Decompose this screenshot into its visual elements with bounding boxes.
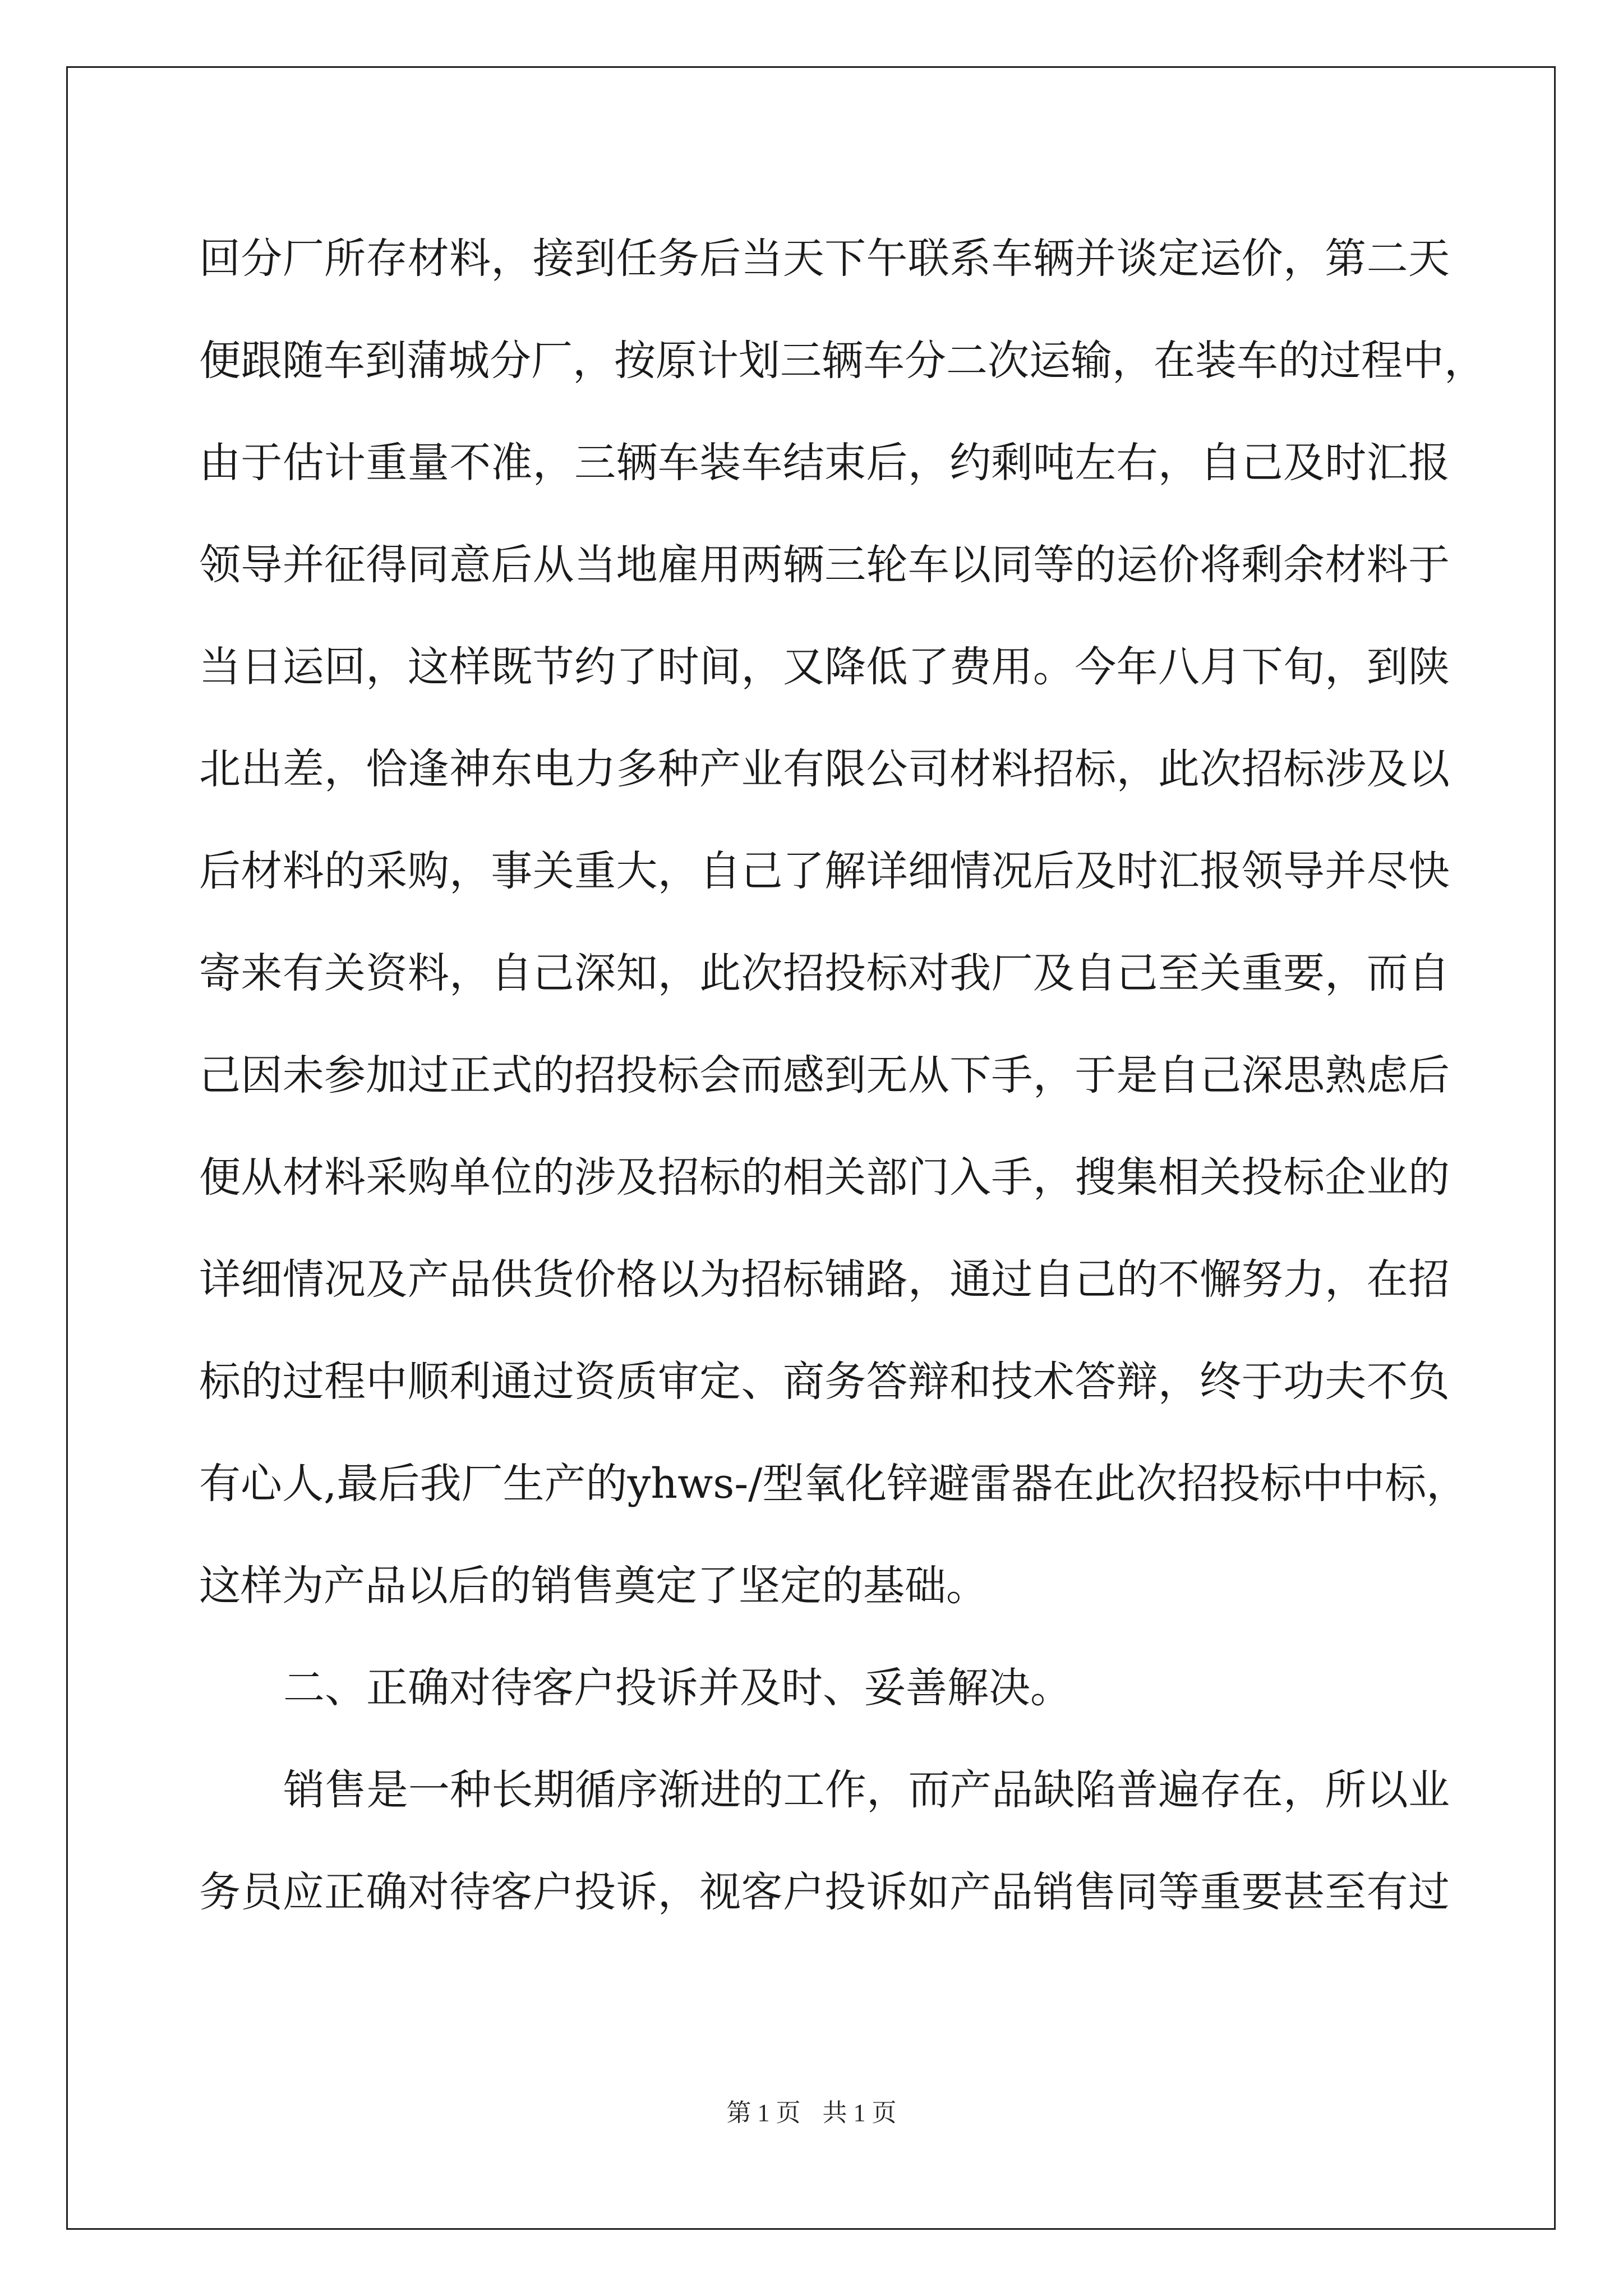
text-line: 后材料的采购，事关重大，自己了解详细情况后及时汇报领导并尽快: [199, 847, 1450, 895]
text-line: 便跟随车到蒲城分厂，按原计划三辆车分二次运输，在装车的过程中，: [199, 337, 1486, 385]
text-line: 详细情况及产品供货价格以为招标铺路，通过自己的不懈努力，在招: [199, 1255, 1450, 1304]
page-footer: [0, 2092, 1623, 2128]
text-line: 由于估计重量不准，三辆车装车结束后，约剩吨左右，自己及时汇报: [199, 439, 1450, 487]
document-body: [199, 208, 1486, 1943]
text-line: 寄来有关资料，自己深知，此次招投标对我厂及自己至关重要，而自: [199, 949, 1450, 997]
text-line: 当日运回，这样既节约了时间，又降低了费用。今年八月下旬，到陕: [199, 643, 1450, 691]
text-line: 务员应正确对待客户投诉，视客户投诉如产品销售同等重要甚至有过: [199, 1868, 1450, 1916]
text-line: 北出差，恰逢神东电力多种产业有限公司材料招标，此次招标涉及以: [199, 745, 1450, 793]
section-heading: 二、正确对待客户投诉并及时、妥善解决。: [283, 1664, 1072, 1712]
text-line: 有心人,最后我厂生产的yhws-/型氧化锌避雷器在此次招投标中中标，: [199, 1460, 1468, 1508]
paragraph-end-line: 这样为产品以后的销售奠定了坚定的基础。: [199, 1562, 988, 1610]
text-line: 领导并征得同意后从当地雇用两辆三轮车以同等的运价将剩余材料于: [199, 541, 1450, 589]
page-total: 共 1 页: [822, 2099, 897, 2127]
paragraph-first-line: 销售是一种长期循序渐进的工作，而产品缺陷普遍存在，所以业: [283, 1766, 1450, 1814]
text-line: 标的过程中顺利通过资质审定、商务答辩和技术答辩，终于功夫不负: [199, 1358, 1450, 1406]
text-line: 便从材料采购单位的涉及招标的相关部门入手，搜集相关投标企业的: [199, 1153, 1450, 1202]
text-line: 回分厂所存材料，接到任务后当天下午联系车辆并谈定运价，第二天: [199, 234, 1450, 283]
text-line: 己因未参加过正式的招投标会而感到无从下手，于是自己深思熟虑后: [199, 1051, 1450, 1099]
page-number: 第 1 页: [726, 2099, 801, 2127]
